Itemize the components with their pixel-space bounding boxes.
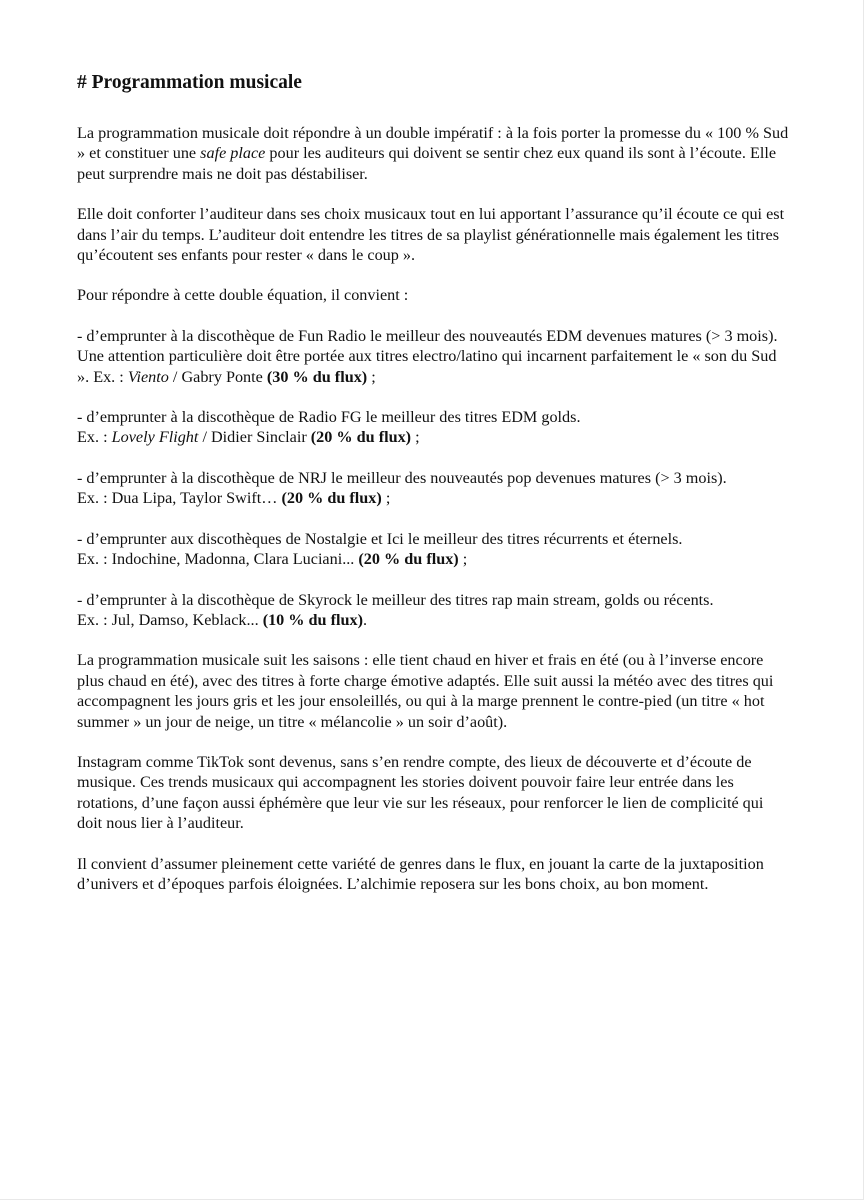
list-item-radio-fg-ex: Ex. : — [77, 428, 112, 447]
list-item-skyrock-ex: Ex. : Jul, Damso, Keblack... — [77, 610, 263, 629]
list-item-radio-fg-artist: / Didier Sinclair — [198, 428, 311, 447]
list-item-nostalgie-ex: Ex. : Indochine, Madonna, Clara Luciani... — [77, 550, 359, 569]
paragraph-intro-text-b: pour les auditeurs qui doivent se sentir chez eux quand ils sont à l’écoute. Elle peut surprendre mais ne doit pas déstabiliser. — [77, 144, 777, 183]
list-item-nrj — [77, 468, 789, 509]
document-body — [77, 70, 789, 914]
list-item-nostalgie — [77, 529, 789, 570]
list-item-radio-fg — [77, 407, 789, 448]
list-item-nrj-end: ; — [381, 489, 391, 508]
paragraph-intro-italic: safe place — [200, 144, 266, 163]
list-item-nrj-line1: - d’emprunter à la discothèque de NRJ le meilleur des nouveautés pop devenues matures (> 3 mois). — [77, 468, 727, 487]
list-item-radio-fg-share: (20 % du flux) — [310, 428, 412, 447]
list-item-skyrock-end: . — [362, 610, 368, 629]
list-item-radio-fg-title: Lovely Flight — [111, 428, 199, 447]
list-item-radio-fg-line1: - d’emprunter à la discothèque de Radio FG le meilleur des titres EDM golds. — [77, 408, 581, 427]
paragraph-equation: Pour répondre à cette double équation, il convient : — [77, 286, 409, 305]
list-item-nrj-ex: Ex. : Dua Lipa, Taylor Swift… — [77, 489, 282, 508]
paragraph-seasons: La programmation musicale suit les saisons : elle tient chaud en hiver et frais en été (ou à l’inverse encore plus chaud en été), avec des titres à forte charge émotive adaptés. Elle suit aussi la météo avec des titres qui accompagnent les jours gris et les jour ensoleillés, ou qui à la marge prennent le contre-pied (un titre « hot summer » un jour de neige, un titre « mélancolie » un soir d’août). — [77, 651, 774, 731]
paragraph-listener: Elle doit conforter l’auditeur dans ses choix musicaux tout en lui apportant l’assurance qu’il écoute ce qui est dans l’air du temps. L’auditeur doit entendre les titres de sa playlist générationnelle mais également les titres qu’écoutent ses enfants pour rester « dans le coup ». — [77, 205, 785, 265]
list-item-fun-radio-text: - d’emprunter à la discothèque de Fun Radio le meilleur des nouveautés EDM devenues matures (> 3 mois). Une attention particulière doit être portée aux titres electro/latino qui incarnent parfaitement le « son du Sud ». Ex. : — [77, 326, 778, 386]
paragraph-intro — [77, 123, 789, 184]
list-item-skyrock-line1: - d’emprunter à la discothèque de Skyrock le meilleur des titres rap main stream, golds ou récents. — [77, 590, 714, 609]
list-item-nostalgie-end: ; — [458, 550, 468, 569]
list-item-nostalgie-share: (20 % du flux) — [358, 550, 459, 569]
paragraph-conclusion: Il convient d’assumer pleinement cette variété de genres dans le flux, en jouant la carte de la juxtaposition d’univers et d’époques parfois éloignées. L’alchimie reposera sur les bons choix, au bon moment. — [77, 854, 764, 893]
list-item-fun-radio-title: Viento — [127, 367, 169, 386]
list-item-nostalgie-line1: - d’emprunter aux discothèques de Nostalgie et Ici le meilleur des titres récurrents et éternels. — [77, 529, 683, 548]
list-item-skyrock — [77, 590, 789, 631]
list-item-radio-fg-end: ; — [411, 428, 420, 447]
list-item-fun-radio-end: ; — [367, 367, 376, 386]
section-heading: # Programmation musicale — [77, 72, 302, 93]
list-item-skyrock-share: (10 % du flux) — [262, 610, 363, 629]
list-item-fun-radio-share: (30 % du flux) — [266, 367, 368, 386]
list-item-nrj-share: (20 % du flux) — [281, 489, 382, 508]
list-item-fun-radio — [77, 326, 789, 387]
paragraph-intro-text-a: La programmation musicale doit répondre à un double impératif : à la fois porter la promesse du « 100 % Sud » et constituer une — [77, 124, 789, 163]
paragraph-social: Instagram comme TikTok sont devenus, sans s’en rendre compte, des lieux de découverte et d’écoute de musique. Ces trends musicaux qui accompagnent les stories doivent pouvoir faire leur entrée dans les rotations, d’une façon aussi éphémère que leur vie sur les réseaux, pour renforcer le lien de complicité qui doit nous lier à l’auditeur. — [77, 752, 764, 833]
list-item-fun-radio-artist: / Gabry Ponte — [168, 367, 267, 386]
